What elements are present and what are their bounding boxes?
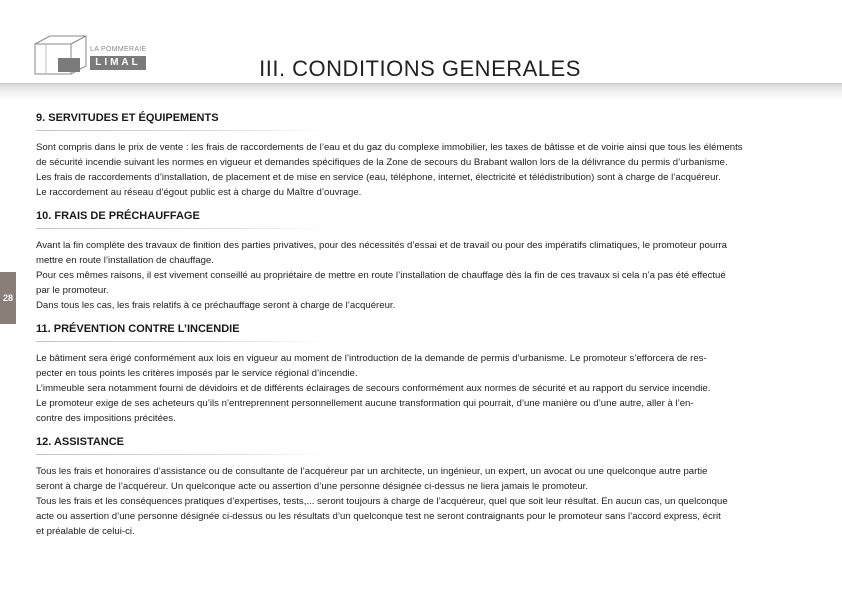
logo-mark-icon (32, 34, 92, 78)
logo-tagline: LA POMMERAIE (90, 46, 147, 53)
section-incendie (36, 321, 808, 426)
paragraph-line: L’immeuble sera notamment fourni de dévidoirs et de différents éclairages de secours conformément aux normes de sécurité et au rapport du service incendie. (36, 383, 711, 394)
paragraph-line: seront à charge de l’acquéreur. Un quelconque acte ou assertion d’une personne désignée ci-dessus ne liera jamais le promoteur. (36, 481, 588, 492)
section-rule (36, 130, 326, 131)
paragraph-line: acte ou assertion d’une personne désignée ci-dessus ou les résultats d’un quelconque test ne seront contraignants pour le promoteur sans l’accord express, écrit (36, 511, 721, 522)
section-rule (36, 454, 326, 455)
page-title: III. CONDITIONS GENERALES (259, 56, 581, 81)
section-title: 10. FRAIS DE PRÉCHAUFFAGE (36, 210, 200, 222)
page-header (0, 0, 842, 100)
section-title: 9. SERVITUDES ET ÉQUIPEMENTS (36, 112, 219, 124)
paragraph-line: Le raccordement au réseau d’égout public est à charge du Maître d’ouvrage. (36, 187, 362, 198)
paragraph-line: Le bâtiment sera érigé conformément aux lois en vigueur au moment de l’introduction de la demande de permis d’urbanisme. Le promoteur s’efforcera de res- (36, 353, 707, 364)
paragraph-line: Tous les frais et honoraires d’assistance ou de consultante de l’acquéreur par un architecte, un ingénieur, un expert, un avocat ou une quelconque autre partie (36, 466, 708, 477)
section-assistance (36, 434, 808, 539)
section-servitudes (36, 110, 808, 200)
paragraph-line: Dans tous les cas, les frais relatifs à ce préchauffage seront à charge de l’acquéreur. (36, 300, 396, 311)
paragraph-line: Pour ces mêmes raisons, il est vivement conseillé au propriétaire de mettre en route l’installation de chauffage dès la fin de ces travaux si cela n’a pas été effectué (36, 270, 726, 281)
section-prechauffage (36, 208, 808, 313)
paragraph-line: Avant la fin complète des travaux de finition des parties privatives, pour des nécessités d’essai et de travail ou pour des impératifs climatiques, le promoteur pourra (36, 240, 727, 251)
paragraph-line: contre des impositions précitées. (36, 413, 176, 424)
section-title: 11. PRÉVENTION CONTRE L’INCENDIE (36, 323, 240, 335)
paragraph-line: Les frais de raccordements d’installation, de placement et de mise en service (eau, téléphone, internet, électricité et télédistribution) sont à charge de l’acquéreur. (36, 172, 721, 183)
paragraph-line: Sont compris dans le prix de vente : les frais de raccordements de l’eau et du gaz du complexe immobilier, les taxes de bâtisse et de voirie ainsi que tous les éléments (36, 142, 743, 153)
paragraph-line: de sécurité incendie suivant les normes en vigueur et demandes spécifiques de la Zone de secours du Brabant wallon lors de la délivrance du permis d’urbanisme. (36, 157, 728, 168)
logo-wordmark: LIMAL (90, 56, 146, 70)
paragraph-line: et préalable de celui-ci. (36, 526, 135, 537)
paragraph-line: Tous les frais et les conséquences pratiques d’expertises, tests,... seront toujours à charge de l’acquéreur, quel que soit leur résultat. En aucun cas, un quelconque (36, 496, 728, 507)
section-rule (36, 341, 326, 342)
section-title: 12. ASSISTANCE (36, 436, 125, 448)
logo (32, 34, 152, 78)
header-shadow-band (0, 84, 842, 100)
paragraph-line: mettre en route l’installation de chauffage. (36, 255, 214, 266)
section-rule (36, 228, 326, 229)
paragraph-line: pecter en tous points les critères imposés par le service régional d’incendie. (36, 368, 358, 379)
page-number-tab: 28 (0, 272, 16, 324)
paragraph-line: par le promoteur. (36, 285, 109, 296)
paragraph-line: Le promoteur exige de ses acheteurs qu’ils n’entreprennent personnellement aucune transformation qui pourrait, d’une manière ou d’une autre, aller à l’en- (36, 398, 694, 409)
document-body (36, 110, 808, 547)
